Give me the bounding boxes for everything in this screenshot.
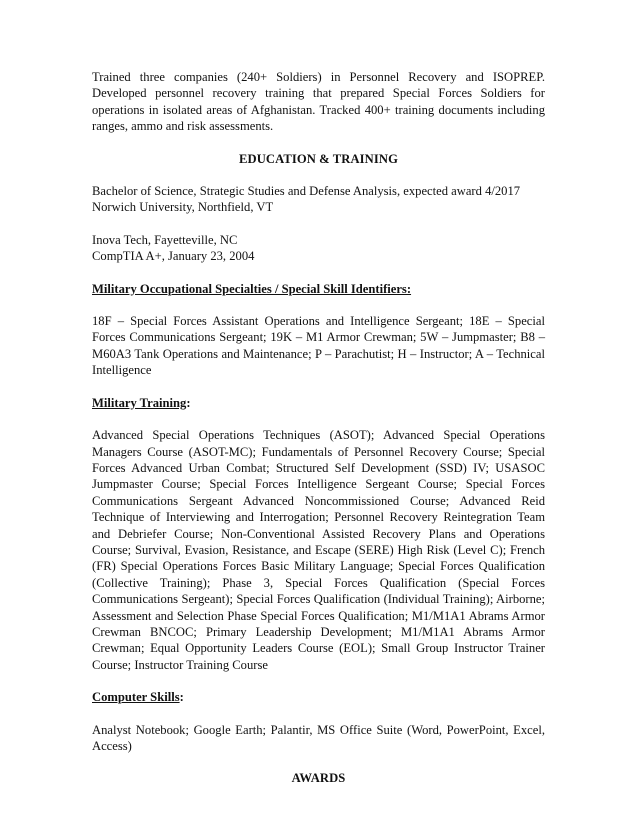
cert-org-line: Inova Tech, Fayetteville, NC [92,232,238,247]
mos-heading-text: Military Occupational Specialties / Special Skill Identifiers: [92,281,412,296]
military-training-heading-colon: : [186,395,191,410]
computer-skills-heading-text: Computer Skills [92,690,180,705]
mos-heading [92,281,545,297]
spacer [92,216,545,232]
degree-line: Bachelor of Science, Strategic Studies and Defense Analysis, expected award 4/2017 [92,184,521,199]
spacer [92,673,545,689]
military-training-heading [92,395,545,411]
spacer [92,167,545,183]
computer-skills-paragraph: Analyst Notebook; Google Earth; Palantir, MS Office Suite (Word, PowerPoint, Excel, Access) [92,722,545,753]
education-heading: EDUCATION & TRAINING [239,151,398,166]
school-line: Norwich University, Northfield, VT [92,200,274,215]
spacer [92,706,545,722]
cert-line: CompTIA A+, January 23, 2004 [92,249,255,264]
spacer [92,754,545,770]
spacer [92,379,545,395]
spacer [92,265,545,281]
intro-paragraph: Trained three companies (240+ Soldiers) in Personnel Recovery and ISOPREP. Developed personnel recovery training that prepared Special Forces Soldiers for operations in isolated areas of Afghanistan. Tracked 400+ training documents including ranges, ammo and risk assessments. [92,70,545,134]
spacer [92,297,545,313]
resume-page [92,69,545,787]
spacer [92,411,545,427]
computer-skills-heading [92,689,545,705]
military-training-paragraph: Advanced Special Operations Techniques (ASOT); Advanced Special Operations Managers Course (ASOT-MC); Fundamentals of Personnel Recovery Course; Special Forces Advanced Urban Combat; Structured Self Development (SSD) IV; USASOC Jumpmaster Course; Special Forces Intelligence Sergeant Course; Special Forces Communications Sergeant Advanced Noncommissioned Course; Advanced Reid Technique of Interviewing and Interrogation; Personnel Recovery Reintegration Team and Debriefer Course; Non-Conventional Assisted Recovery Plans and Operations Course; Survival, Evasion, Resistance, and Escape (SERE) High Risk (Level C); French (FR) Special Operations Forces Basic Military Language; Special Forces Qualification (Collective Training); Phase 3, Special Forces Qualification (Special Forces Communications Sergeant); Special Forces Qualification (Individual Training); Airborne; Assessment and Selection Phase Special Forces Qualification; M1/M1A1 Abrams Armor Crewman BNCOC; Primary Leadership Development; M1/M1A1 Abrams Armor Crewman; Equal Opportunity Leaders Course (EOL); Small Group Instructor Trainer Course; Instructor Training Course [92,428,545,672]
awards-heading: AWARDS [291,771,346,786]
computer-skills-heading-colon: : [179,690,184,705]
mos-paragraph: 18F – Special Forces Assistant Operations and Intelligence Sergeant; 18E – Special Forces Communications Sergeant; 19K – M1 Armor Crewman; 5W – Jumpmaster; B8 – M60A3 Tank Operations and Maintenance; P – Parachutist; H – Instructor; A – Technical Intelligence [92,314,545,378]
spacer [92,135,545,151]
military-training-heading-text: Military Training [92,395,187,410]
